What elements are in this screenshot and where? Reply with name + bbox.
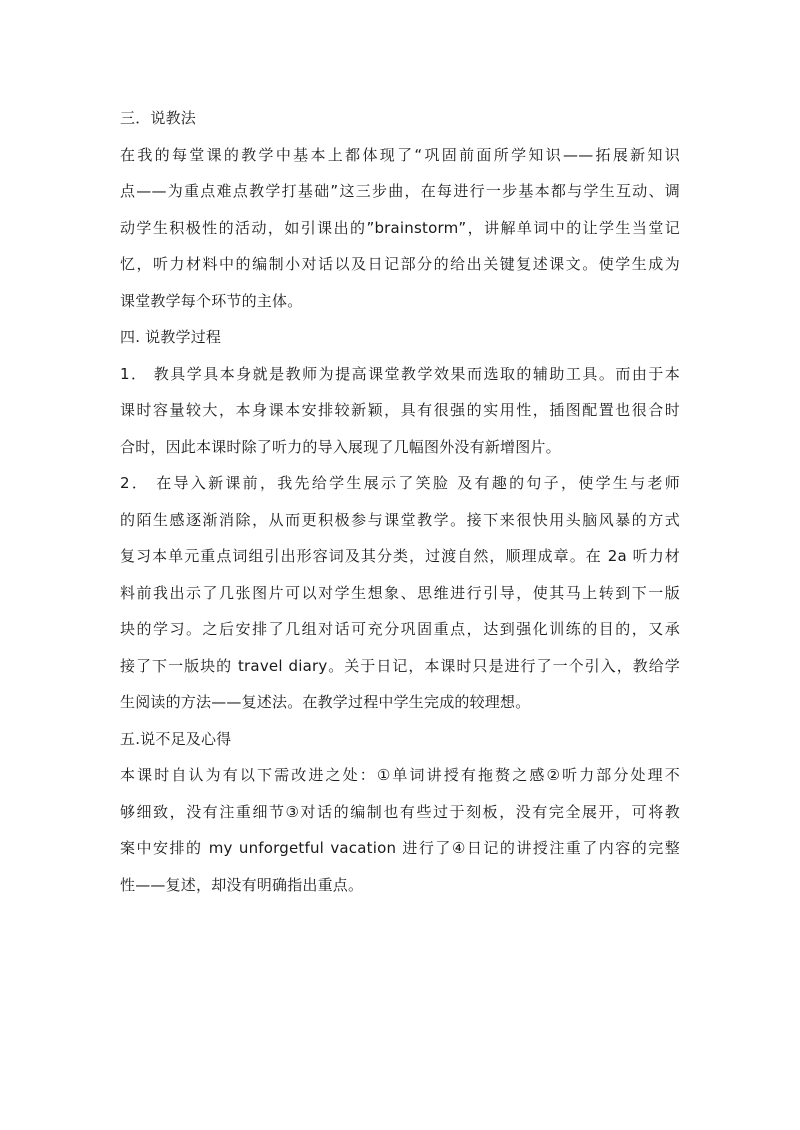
paragraph-line: 案中安排的 my unforgetful vacation 进行了④日记的讲授注重了内容的完整 bbox=[120, 839, 680, 857]
section-heading-teaching-methods: 三．说教法 bbox=[120, 109, 197, 127]
document-body bbox=[120, 100, 680, 903]
list-item-2-line: 复习本单元重点词组引出形容词及其分类，过渡自然，顺理成章。在 2a 听力材 bbox=[120, 547, 680, 565]
list-item-2-line: 2． 在导入新课前，我先给学生展示了笑脸 及有趣的句子，使学生与老师 bbox=[120, 474, 680, 492]
list-item-1-line: 课时容量较大，本身课本安排较新颖，具有很强的实用性，插图配置也很合时 bbox=[120, 401, 680, 419]
paragraph-line: 点——为重点难点教学打基础”这三步曲，在每进行一步基本都与学生互动、调 bbox=[120, 182, 680, 200]
section-heading-teaching-process: 四. 说教学过程 bbox=[120, 328, 222, 346]
list-item-2-line: 的陌生感逐渐消除，从而更积极参与课堂教学。接下来很快用头脑风暴的方式 bbox=[120, 510, 680, 529]
section-heading-shortcomings: 五.说不足及心得 bbox=[120, 729, 232, 748]
paragraph-line: 课堂教学每个环节的主体。 bbox=[120, 291, 303, 310]
list-item-1-line: 合时，因此本课时除了听力的导入展现了几幅图外没有新增图片。 bbox=[120, 437, 561, 456]
paragraph-line: 本课时自认为有以下需改进之处：①单词讲授有拖赘之感②听力部分处理不 bbox=[120, 766, 680, 784]
list-item-2-line: 接了下一版块的 travel diary。关于日记，本课时只是进行了一个引入，教给学 bbox=[120, 656, 680, 675]
paragraph-line: 动学生积极性的活动，如引课出的”brainstorm”，讲解单词中的让学生当堂记 bbox=[120, 218, 680, 237]
paragraph-line: 性——复述，却没有明确指出重点。 bbox=[120, 875, 364, 894]
list-item-2-line: 料前我出示了几张图片可以对学生想象、思维进行引导，使其马上转到下一版 bbox=[120, 583, 680, 602]
list-item-2-line: 生阅读的方法——复述法。在教学过程中学生完成的较理想。 bbox=[120, 693, 531, 711]
list-item-2-line: 块的学习。之后安排了几组对话可充分巩固重点，达到强化训练的目的，又承 bbox=[120, 620, 680, 638]
paragraph-line: 忆，听力材料中的编制小对话以及日记部分的给出关键复述课文。使学生成为 bbox=[120, 255, 680, 273]
paragraph-line: 够细致，没有注重细节③对话的编制也有些过于刻板，没有完全展开，可将教 bbox=[120, 802, 680, 821]
list-item-1-line: 1． 教具学具本身就是教师为提高课堂教学效果而选取的辅助工具。而由于本 bbox=[120, 364, 680, 383]
paragraph-line: 在我的每堂课的教学中基本上都体现了“巩固前面所学知识——拓展新知识 bbox=[120, 145, 680, 164]
